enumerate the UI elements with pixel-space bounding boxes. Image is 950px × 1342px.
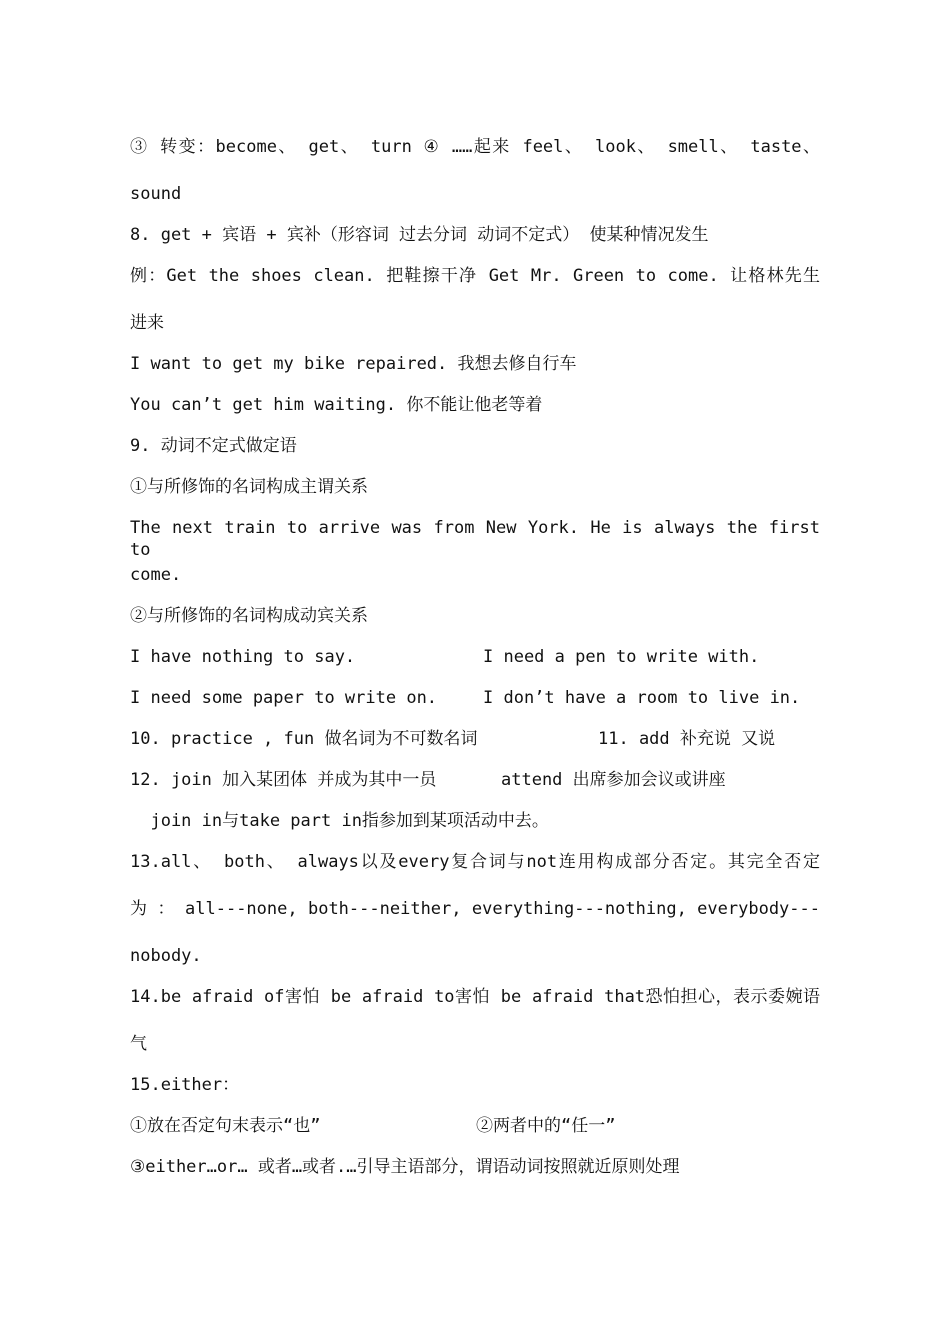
text-line: You can’t get him waiting. 你不能让他老等着 [130,395,543,415]
text-line: 12. join 加入某团体 并成为其中一员 [130,770,437,790]
text-line: ②两者中的“任一” [476,1116,616,1136]
text-line: ①与所修饰的名词构成主谓关系 [130,477,368,497]
section-heading: 9. 动词不定式做定语 [130,436,297,456]
text-line: I don’t have a room to live in. [483,688,801,708]
section-heading: 15.either： [130,1075,240,1095]
text-line: I want to get my bike repaired. 我想去修自行车 [130,354,577,374]
text-line: 进来 [130,313,164,333]
text-line: 14.be afraid of害怕 be afraid to害怕 be afraid that恐怕担心，表示委婉语 [130,987,820,1007]
text-line: ①放在否定句末表示“也” [130,1116,321,1136]
text-line: The next train to arrive was from New York. He is always the first to [130,518,820,560]
text-line: 例：Get the shoes clean. 把鞋擦干净 Get Mr. Green to come. 让格林先生 [130,266,820,286]
text-line: 11. add 补充说 又说 [598,729,776,749]
text-line: I need some paper to write on. [130,688,438,708]
text-line: 13.all、 both、 always以及every复合词与not连用构成部分否定。其完全否定 [130,852,820,872]
text-line: nobody. [130,946,202,966]
text-line: come. [130,565,182,585]
text-line: attend 出席参加会议或讲座 [501,770,726,790]
text-line: I have nothing to say. [130,647,356,667]
text-line: ②与所修饰的名词构成动宾关系 [130,606,368,626]
text-line: 为 ： all---none, both---neither, everything---nothing, everybody--- [130,899,820,919]
text-line: ③ 转变：become、 get、 turn ④ ……起来 feel、 look、 smell、 taste、 [130,137,820,157]
text-line: join in与take part in指参加到某项活动中去。 [130,811,549,831]
text-line: I need a pen to write with. [483,647,760,667]
text-line: 10. practice , fun 做名词为不可数名词 [130,729,478,749]
text-line: 8. get + 宾语 + 宾补（形容词 过去分词 动词不定式） 使某种情况发生 [130,225,709,245]
text-line: 气 [130,1034,147,1054]
text-line: sound [130,184,182,204]
text-line: ③either…or… 或者…或者.…引导主语部分，谓语动词按照就近原则处理 [130,1157,680,1177]
